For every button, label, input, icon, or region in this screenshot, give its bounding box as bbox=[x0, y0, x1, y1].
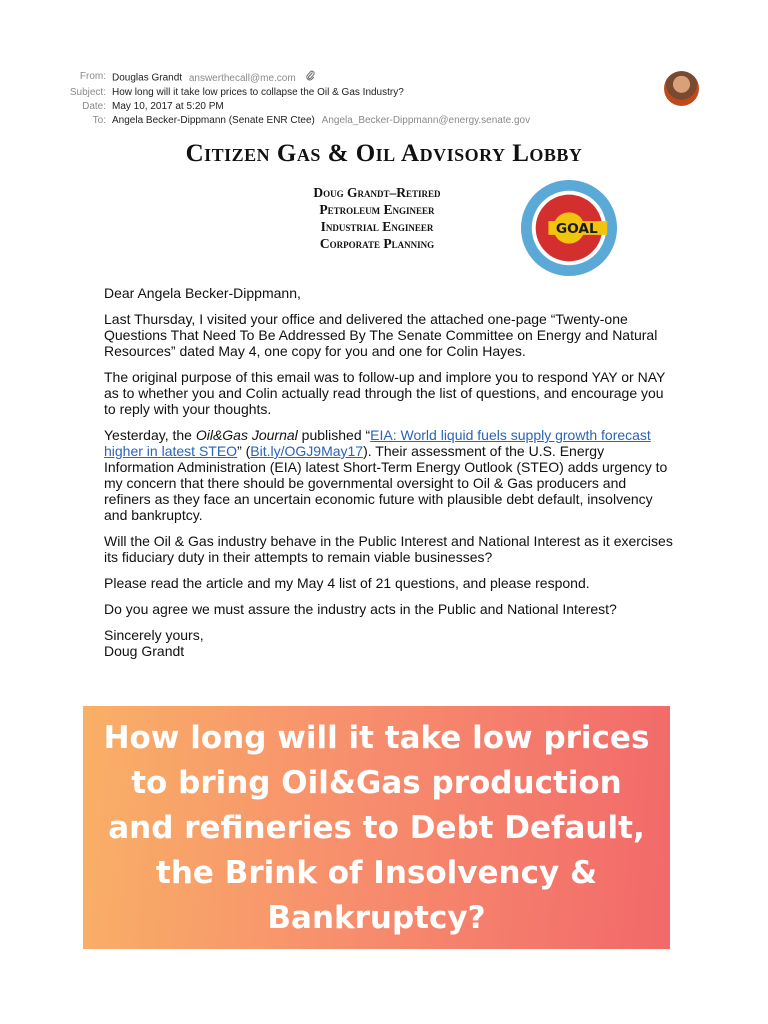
signoff bbox=[104, 627, 674, 659]
avatar[interactable] bbox=[664, 71, 699, 106]
letterhead-title: Citizen Gas & Oil Advisory Lobby bbox=[185, 140, 583, 167]
banner-line: the Brink of Insolvency & bbox=[156, 855, 597, 891]
article-link[interactable]: EIA: World liquid fuels supply growth forecast higher in latest STEO bbox=[104, 427, 651, 459]
to-row bbox=[62, 114, 622, 128]
to-name[interactable]: Angela Becker-Dippmann (Senate ENR Ctee) bbox=[112, 115, 315, 126]
subject-value: How long will it take low prices to collapse the Oil & Gas Industry? bbox=[112, 87, 404, 98]
paragraph-5: Please read the article and my May 4 list of 21 questions, and please respond. bbox=[104, 575, 590, 591]
credential-line: Doug Grandt–Retired bbox=[313, 185, 441, 200]
from-row bbox=[62, 70, 622, 86]
signature: Doug Grandt bbox=[104, 643, 185, 659]
banner-line: Bankruptcy? bbox=[267, 900, 486, 936]
from-email[interactable]: answerthecall@me.com bbox=[188, 72, 296, 84]
paragraph-1: Last Thursday, I visited your office and delivered the attached one-page “Twenty-one Questions That Need To Be Addressed By The Senate Committee on Energy and Natural Resources” dated May 4, one copy for you and one for Colin Hayes. bbox=[104, 311, 658, 359]
paragraph-3-text: ). Their assessment of the U.S. Energy Information Administration (EIA) latest Short-Term Energy Outlook (STEO) adds urgency to my concern that there should be governmental oversight to Oil & Gas producers and refiners as they face an uncertain economic future with plausible debt default, insolvency and bankruptcy. bbox=[104, 443, 668, 523]
banner-line: How long will it take low prices bbox=[103, 720, 650, 756]
date-label: Date: bbox=[82, 101, 106, 112]
paragraph-6: Do you agree we must assure the industry acts in the Public and National Interest? bbox=[104, 601, 617, 617]
short-link[interactable]: Bit.ly/OGJ9May17 bbox=[250, 443, 364, 459]
paragraph-4: Will the Oil & Gas industry behave in the Public Interest and National Interest as it exercises its fiduciary duty in their attempts to remain viable businesses? bbox=[104, 533, 673, 565]
paragraph-3 bbox=[104, 427, 674, 523]
banner-text bbox=[83, 716, 670, 941]
logo-text: GOAL bbox=[555, 220, 598, 237]
to-label: To: bbox=[92, 115, 106, 126]
paragraph-3-text: published “ bbox=[297, 427, 371, 443]
credential-line: Corporate Planning bbox=[319, 236, 435, 251]
to-email[interactable]: Angela_Becker-Dippmann@energy.senate.gov bbox=[321, 115, 531, 126]
credential-line: Petroleum Engineer bbox=[319, 202, 435, 217]
salutation: Dear Angela Becker-Dippmann, bbox=[104, 285, 301, 301]
paragraph-2: The original purpose of this email was to follow-up and implore you to respond YAY or NAY as to whether you and Colin actually read through the list of questions, and encourage you to reply with your thoughts. bbox=[104, 369, 666, 417]
email-header bbox=[62, 70, 622, 128]
letterhead-credentials bbox=[272, 184, 482, 252]
paperclip-icon[interactable] bbox=[306, 70, 315, 86]
banner-line: to bring Oil&Gas production bbox=[131, 765, 622, 801]
from-label: From: bbox=[79, 71, 106, 82]
headline-banner bbox=[83, 706, 670, 949]
goal-logo bbox=[520, 179, 618, 277]
paragraph-3-text: Yesterday, the bbox=[104, 427, 196, 443]
banner-line: and refineries to Debt Default, bbox=[108, 810, 645, 846]
from-name[interactable]: Douglas Grandt bbox=[112, 72, 183, 84]
journal-name: Oil&Gas Journal bbox=[195, 427, 298, 443]
paragraph-3-text: ” ( bbox=[237, 443, 251, 459]
closing: Sincerely yours, bbox=[104, 627, 204, 643]
subject-row bbox=[62, 86, 622, 100]
date-value: May 10, 2017 at 5:20 PM bbox=[112, 101, 224, 112]
date-row bbox=[62, 100, 622, 114]
subject-label: Subject: bbox=[69, 87, 106, 98]
letter-body bbox=[104, 285, 674, 659]
credential-line: Industrial Engineer bbox=[320, 219, 434, 234]
